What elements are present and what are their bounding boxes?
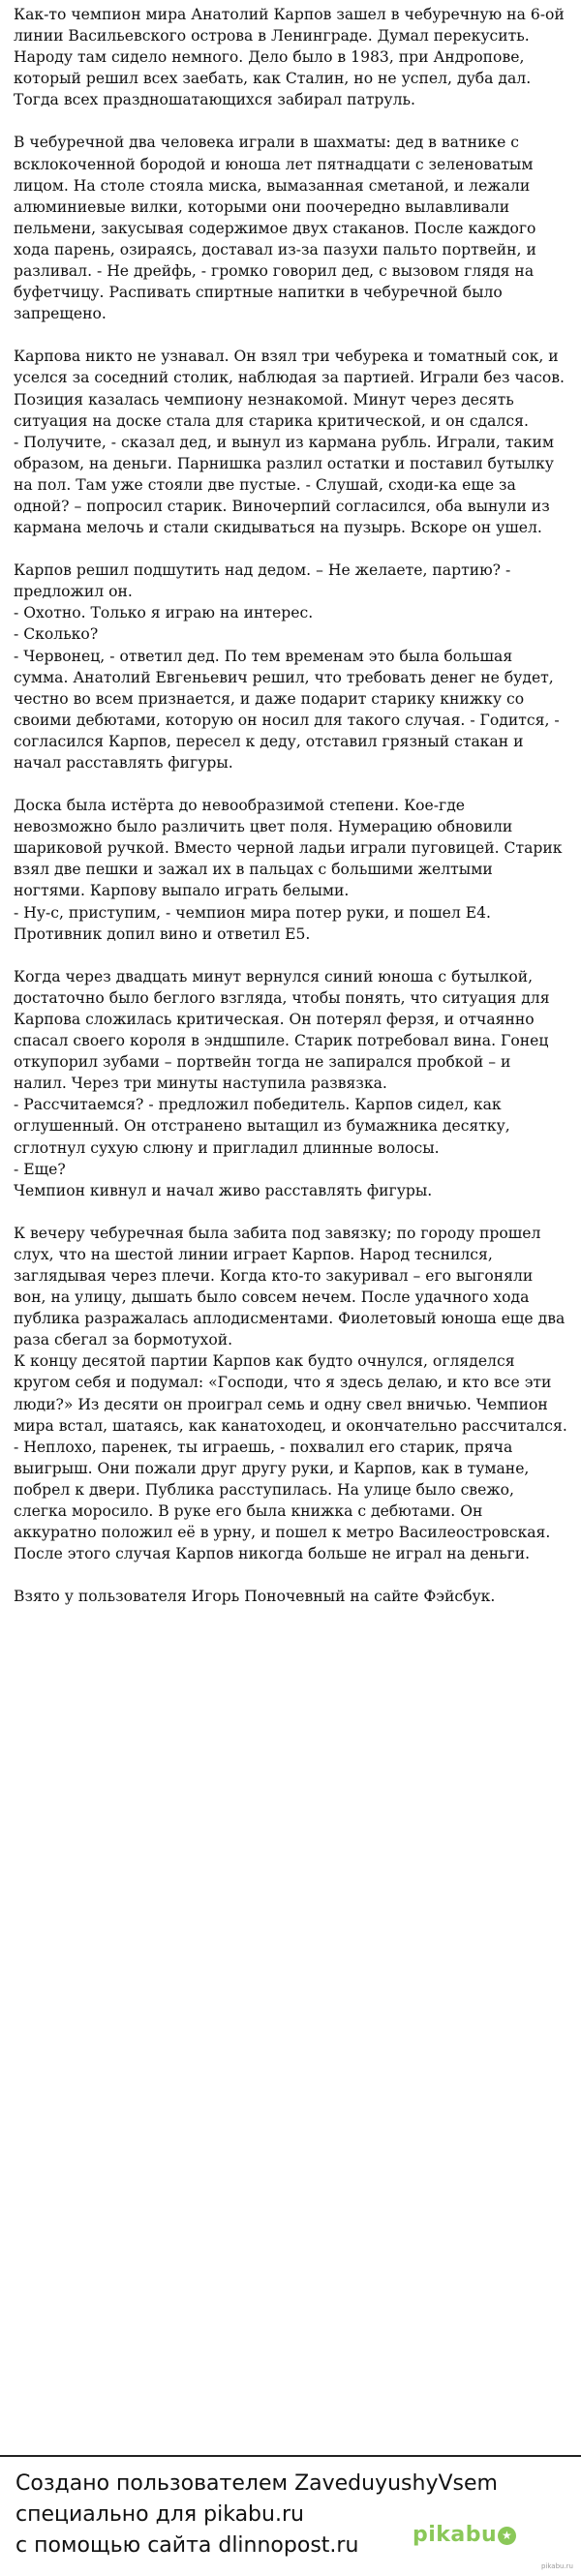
footer-credit-line: с помощью сайта dlinnopost.ru xyxy=(15,2533,359,2558)
paragraph: Как-то чемпион мира Анатолий Карпов зашел в чебуречную на 6-ой линии Васильевского острова в Ленинграде. Думал перекусить. Народу там сидело немного. Дело было в 1983, при Андропове, который решил всех заебать, как Сталин, но не успел, дуба дал. Тогда всех праздношатающихся забирал патруль. xyxy=(14,6,565,109)
logo-badge-icon: ★ xyxy=(498,2527,516,2545)
footer xyxy=(0,2457,581,2576)
footer-credit-line: Создано пользователем ZaveduyushyVsem xyxy=(15,2471,498,2496)
footer-credit-line: специально для pikabu.ru xyxy=(15,2502,304,2527)
article-body xyxy=(14,4,567,1628)
pikabu-logo xyxy=(413,2523,516,2547)
paragraph: Когда через двадцать минут вернулся синий юноша с бутылкой, достаточно было беглого взгляда, чтобы понять, что ситуация для Карпова сложилась критическая. Он потерял ферзя, и отчаянно спасал своего короля в эндшпиле. Старик потребовал вина. Гонец откупорил зубами – портвейн тогда не запирался пробкой – и налил. Через три минуты наступила развязка. - Рассчитаемся? - предложил победитель. Карпов сидел, как оглушенный. Он отстранено вытащил из бумажника десятку, сглотнул сухую слюну и пригладил длинные волосы. - Еще? Чемпион кивнул и начал живо расставлять фигуры. xyxy=(14,967,550,1199)
source-note: Взято у пользователя Игорь Поночевный на сайте Фэйсбук. xyxy=(14,1588,496,1606)
footer-credits xyxy=(15,2469,498,2561)
paragraph: К вечеру чебуречная была забита под завязку; по городу прошел слух, что на шестой линии играет Карпов. Народ теснился, заглядывая через плечи. Когда кто-то закуривал – его выгоняли вон, на улицу, дышать было совсем нечем. После удачного хода публика разражалась аплодисментами. Фиолетовый юноша еще два раза сбегал за бормотухой. К концу десятой партии Карпов как будто очнулся, огляделся кругом себя и подумал: «Господи, что я здесь делаю, и кто все эти люди?» Из десяти он проиграл семь и одну свел вничью. Чемпион мира встал, шатаясь, как канатоходец, и окончательно рассчитался. - Неплохо, паренек, ты играешь, - похвалил его старик, пряча выигрыш. Они пожали друг другу руки, и Карпов, как в тумане, побрел к двери. Публика расступилась. На улице было свежо, слегка моросило. В руке его была книжка с дебютами. Он аккуратно положил её в урну, и пошел к метро Василеостровская. После этого случая Карпов никогда больше не играл на деньги. xyxy=(14,1224,567,1563)
paragraph: Карпова никто не узнавал. Он взял три чебурека и томатный сок, и уселся за соседний столик, наблюдая за партией. Играли без часов. Позиция казалась чемпиону незнакомой. Минут через десять ситуация на доске стала для старика критической, и он сдался. - Получите, - сказал дед, и вынул из кармана рубль. Играли, таким образом, на деньги. Парнишка разлил остатки и поставил бутылку на пол. Там уже стояли две пустые. - Слушай, сходи-ка еще за одной? – попросил старик. Виночерпий согласился, оба вынули из кармана мелочь и стали скидываться на пузырь. Вскоре он ушел. xyxy=(14,348,565,537)
paragraph: Карпов решил подшутить над дедом. – Не желаете, партию? - предложил он. - Охотно. Только я играю на интерес. - Сколько? - Червонец, - ответил дед. По тем временам это была большая сумма. Анатолий Евгеньевич решил, что требовать денег не будет, честно во всем признается, и даже подарит старику книжку со своими дебютами, которую он носил для такого случая. - Годится, - согласился Карпов, пересел к деду, отставил грязный стакан и начал расставлять фигуры. xyxy=(14,561,560,772)
logo-text: pikabu xyxy=(413,2523,498,2547)
paragraph: Доска была истёрта до невообразимой степени. Кое-где невозможно было различить цвет поля. Нумерацию обновили шариковой ручкой. Вместо черной ладьи играли пуговицей. Старик взял две пешки и зажал их в пальцах с большими желтыми ногтями. Карпову выпало играть белыми. - Ну-с, приступим, - чемпион мира потер руки, и пошел Е4. Противник допил вино и ответил Е5. xyxy=(14,797,563,943)
paragraph: В чебуречной два человека играли в шахматы: дед в ватнике с всклокоченной бородой и юноша лет пятнадцати с зеленоватым лицом. На столе стояла миска, вымазанная сметаной, и лежали алюминиевые вилки, которыми они поочередно вылавливали пельмени, закусывая содержимое двух стаканов. После каждого хода парень, озираясь, доставал из-за пазухи пальто портвейн, и разливал. - Не дрейфь, - громко говорил дед, с вызовом глядя на буфетчицу. Распивать спиртные напитки в чебуречной было запрещено. xyxy=(14,134,536,323)
watermark: pikabu.ru xyxy=(540,2562,573,2570)
